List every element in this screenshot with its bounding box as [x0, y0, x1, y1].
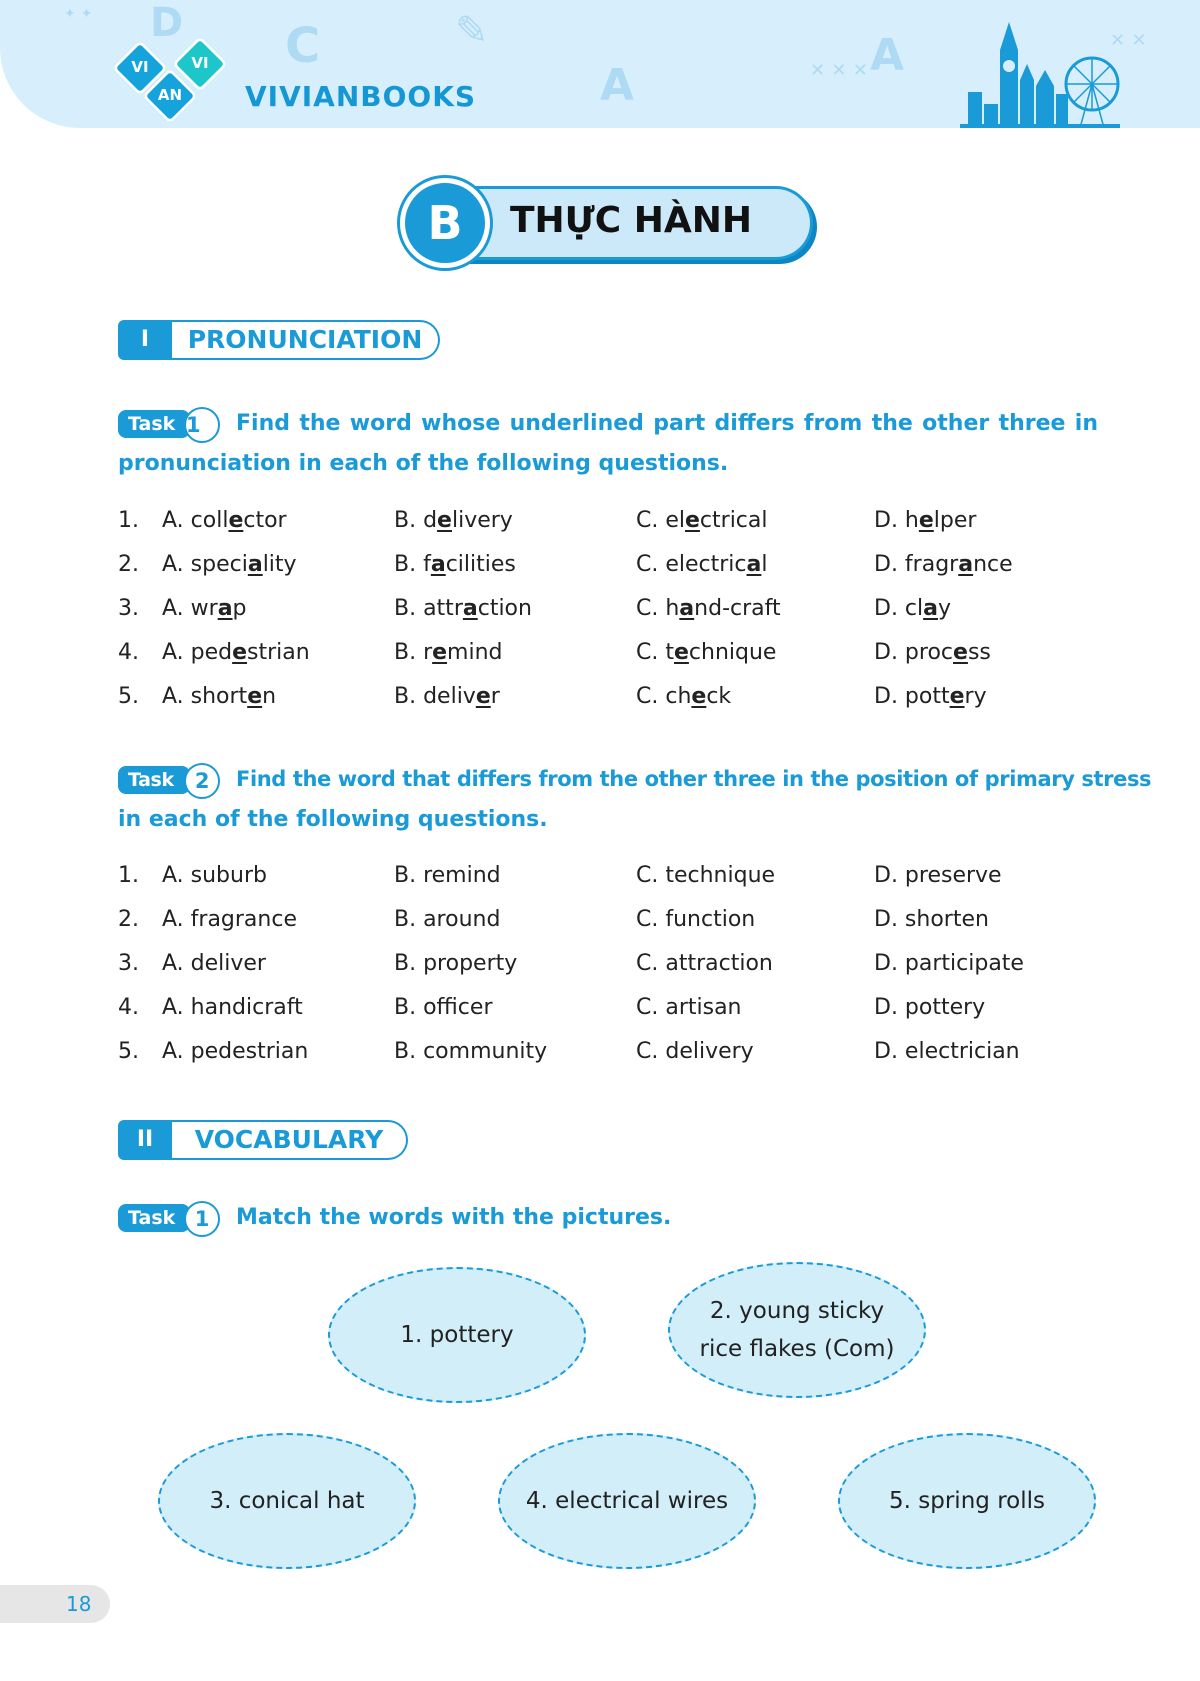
task-label: Task	[118, 410, 190, 438]
underlined-letters: a	[430, 552, 446, 577]
option-c[interactable]	[636, 596, 781, 621]
match-item-4[interactable]: 4. electrical wires	[498, 1433, 756, 1569]
question-row	[118, 684, 1098, 724]
question-number: 4.	[118, 995, 139, 1020]
option-text-before: C. h	[636, 596, 680, 621]
option-text-after: ry	[964, 684, 987, 709]
option-text-before: C. electric	[636, 552, 747, 577]
option-c[interactable]: C. function	[636, 907, 756, 932]
task-label: Task	[118, 1204, 190, 1232]
option-text-before: C. el	[636, 508, 685, 533]
logo-letters-2: VI	[191, 54, 209, 72]
option-a[interactable]: A. suburb	[162, 863, 267, 888]
option-text-before: C. t	[636, 640, 674, 665]
task-number: 1	[184, 407, 220, 443]
logo-letters-1: VI	[131, 58, 149, 76]
option-a[interactable]: A. fragrance	[162, 907, 297, 932]
task-1-instruction-line2: pronunciation in each of the following questions.	[118, 451, 729, 476]
underlined-letters: e	[918, 508, 934, 533]
underlined-letters: a	[217, 596, 233, 621]
option-text-after: mind	[447, 640, 503, 665]
underlined-letters: e	[437, 508, 452, 533]
underlined-letters: a	[462, 596, 478, 621]
option-text-before: A. speci	[162, 552, 248, 577]
page-number: 18	[0, 1585, 110, 1623]
question-number: 3.	[118, 596, 139, 621]
section-name: VOCABULARY	[172, 1120, 408, 1160]
section-pronunciation-header	[118, 320, 442, 360]
task-badge	[118, 763, 222, 797]
question-row	[118, 863, 1098, 903]
underlined-letters: e	[475, 684, 491, 709]
underlined-letters: a	[247, 552, 263, 577]
underlined-letters: e	[673, 640, 689, 665]
question-number: 5.	[118, 1039, 139, 1064]
london-skyline-icon	[960, 20, 1120, 128]
option-text-after: l	[761, 552, 768, 577]
option-text-before: A. wr	[162, 596, 218, 621]
option-c[interactable]: C. delivery	[636, 1039, 754, 1064]
question-number: 5.	[118, 684, 139, 709]
instruction-text: Match the words with the pictures.	[236, 1205, 672, 1230]
task-badge	[118, 1201, 222, 1235]
underlined-letters: e	[228, 508, 244, 533]
option-text-after: ction	[477, 596, 532, 621]
option-text-after: livery	[451, 508, 513, 533]
option-text-before: D. cl	[874, 596, 924, 621]
option-text-after: ss	[967, 640, 991, 665]
option-c[interactable]	[636, 552, 768, 577]
option-d[interactable]	[874, 684, 987, 709]
option-a[interactable]: A. deliver	[162, 951, 266, 976]
option-c[interactable]	[636, 684, 731, 709]
task-1-instruction	[118, 404, 1098, 484]
underlined-letters: e	[949, 684, 965, 709]
task-2-instruction-line2: in each of the following questions.	[118, 807, 548, 832]
option-b[interactable]	[394, 596, 532, 621]
option-text-after: chnique	[688, 640, 777, 665]
option-d[interactable]	[874, 508, 976, 533]
option-text-after: y	[938, 596, 952, 621]
underlined-letters: e	[953, 640, 968, 665]
option-a[interactable]	[162, 596, 247, 621]
option-text-before: D. h	[874, 508, 919, 533]
match-item-5[interactable]: 5. spring rolls	[838, 1433, 1096, 1569]
option-d[interactable]: D. pottery	[874, 995, 986, 1020]
task-label: Task	[118, 766, 190, 794]
option-c[interactable]	[636, 640, 776, 665]
section-letter-badge: B	[400, 178, 490, 268]
option-b[interactable]: B. remind	[394, 863, 501, 888]
option-text-after: nd-craft	[694, 596, 781, 621]
option-a[interactable]	[162, 640, 310, 665]
option-b[interactable]: B. officer	[394, 995, 493, 1020]
option-d[interactable]: D. shorten	[874, 907, 989, 932]
option-a[interactable]: A. pedestrian	[162, 1039, 309, 1064]
brand-name: VIVIANBOOKS	[245, 80, 477, 113]
option-text-before: D. pott	[874, 684, 950, 709]
option-text-after: cilities	[445, 552, 516, 577]
option-d[interactable]	[874, 552, 1013, 577]
option-b[interactable]: B. community	[394, 1039, 548, 1064]
option-text-after: r	[490, 684, 500, 709]
underlined-letters: a	[923, 596, 938, 621]
option-text-before: A. ped	[162, 640, 233, 665]
underlined-letters: a	[958, 552, 974, 577]
option-text-before: A. coll	[162, 508, 229, 533]
question-row	[118, 552, 1098, 592]
section-vocabulary-header	[118, 1120, 410, 1160]
option-b[interactable]	[394, 640, 503, 665]
option-text-after: lity	[262, 552, 297, 577]
question-number: 2.	[118, 907, 139, 932]
instruction-text: Find the word that differs from the other three in the position of primary stress	[236, 767, 1152, 791]
option-text-after: n	[262, 684, 277, 709]
option-text-before: B. f	[394, 552, 431, 577]
section-number: II	[118, 1120, 172, 1160]
option-a[interactable]: A. handicraft	[162, 995, 303, 1020]
match-item-1[interactable]: 1. pottery	[328, 1267, 586, 1403]
option-text-after: ctrical	[699, 508, 768, 533]
option-b[interactable]	[394, 508, 513, 533]
underlined-letters: a	[746, 552, 762, 577]
task-2-instruction-line1	[118, 759, 1152, 800]
option-text-after: strian	[247, 640, 310, 665]
option-text-after: p	[232, 596, 247, 621]
question-row	[118, 995, 1098, 1035]
task-number: 2	[184, 763, 220, 799]
section-number: I	[118, 320, 172, 360]
option-text-after: lper	[933, 508, 977, 533]
option-text-before: B. r	[394, 640, 433, 665]
option-d[interactable]	[874, 596, 951, 621]
question-row	[118, 907, 1098, 947]
option-c[interactable]	[636, 508, 768, 533]
option-c[interactable]: C. technique	[636, 863, 776, 888]
option-d[interactable]: D. preserve	[874, 863, 1002, 888]
question-row	[118, 951, 1098, 991]
brand-logo	[112, 40, 232, 128]
option-text-before: B. deliv	[394, 684, 476, 709]
vocab-task-1-instruction	[118, 1198, 1098, 1238]
instruction-text: Find the word whose underlined part differs from the other three in	[236, 411, 1098, 436]
option-a[interactable]	[162, 684, 276, 709]
option-text-before: B. d	[394, 508, 438, 533]
section-name: PRONUNCIATION	[172, 320, 440, 360]
question-row	[118, 640, 1098, 680]
underlined-letters: e	[247, 684, 263, 709]
task-2-instruction	[118, 759, 1152, 840]
option-b[interactable]: B. property	[394, 951, 518, 976]
underlined-letters: e	[432, 640, 448, 665]
underlined-letters: e	[232, 640, 248, 665]
option-text-before: C. ch	[636, 684, 692, 709]
option-text-after: ck	[706, 684, 732, 709]
question-number: 3.	[118, 951, 139, 976]
match-item-2[interactable]: 2. young sticky rice flakes (Com)	[668, 1262, 926, 1398]
option-a[interactable]	[162, 508, 287, 533]
option-c[interactable]: C. attraction	[636, 951, 773, 976]
page-header: ✦ ✦ D C A ✎ ✕ ✕ ✕ A ✕ ✕ VI VI AN VIVIANBOOKS	[0, 0, 1200, 128]
task-number: 1	[184, 1201, 220, 1237]
option-a[interactable]	[162, 552, 297, 577]
question-row	[118, 596, 1098, 636]
option-text-after: nce	[973, 552, 1013, 577]
option-b[interactable]	[394, 552, 516, 577]
option-d[interactable]: D. electrician	[874, 1039, 1020, 1064]
match-item-3[interactable]: 3. conical hat	[158, 1433, 416, 1569]
section-title-text: THỰC HÀNH	[510, 200, 752, 241]
option-text-before: A. short	[162, 684, 248, 709]
option-text-before: D. fragr	[874, 552, 959, 577]
option-d[interactable]	[874, 640, 991, 665]
option-b[interactable]: B. around	[394, 907, 501, 932]
practice-section-title	[400, 178, 814, 262]
option-d[interactable]: D. participate	[874, 951, 1024, 976]
option-text-before: B. attr	[394, 596, 463, 621]
underlined-letters: e	[685, 508, 700, 533]
question-number: 2.	[118, 552, 139, 577]
option-text-before: D. proc	[874, 640, 954, 665]
logo-letters-3: AN	[157, 86, 183, 104]
option-b[interactable]	[394, 684, 500, 709]
question-number: 1.	[118, 508, 139, 533]
question-number: 1.	[118, 863, 139, 888]
task-1-instruction-line1	[118, 404, 1098, 444]
task-badge	[118, 407, 222, 441]
question-number: 4.	[118, 640, 139, 665]
question-row	[118, 1039, 1098, 1079]
underlined-letters: a	[679, 596, 695, 621]
question-row	[118, 508, 1098, 548]
underlined-letters: e	[691, 684, 707, 709]
option-c[interactable]: C. artisan	[636, 995, 742, 1020]
option-text-after: ctor	[243, 508, 287, 533]
